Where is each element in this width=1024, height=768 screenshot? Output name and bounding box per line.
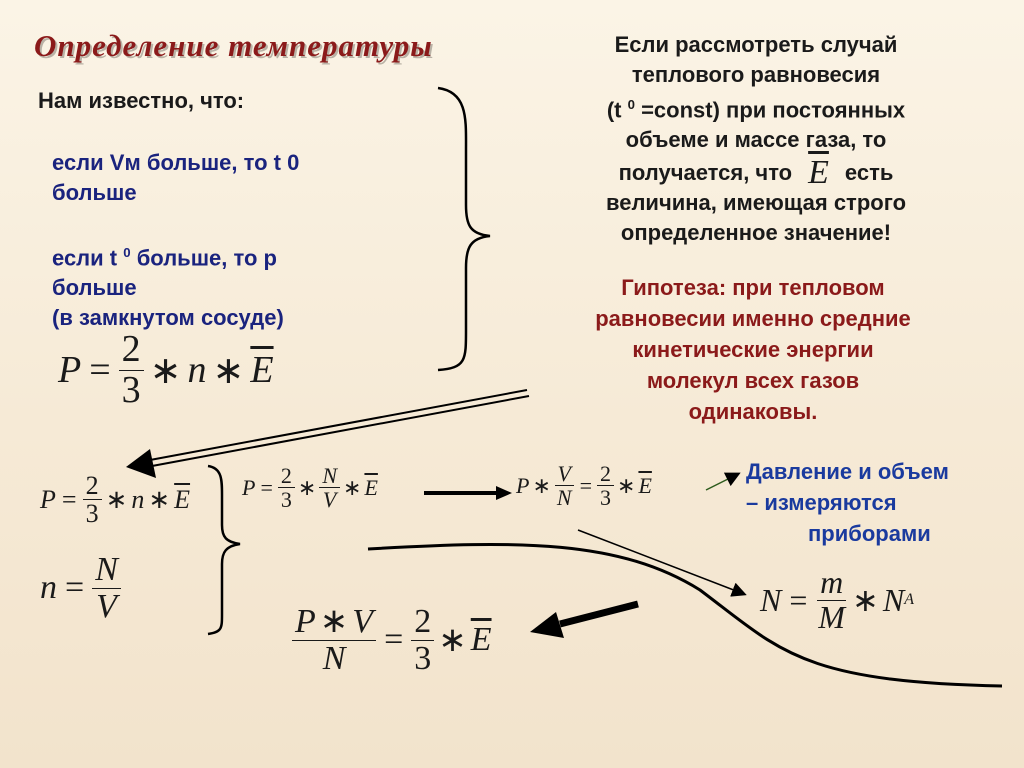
equals-sign: = xyxy=(384,621,404,659)
equilibrium-line3-suffix: =const) при постоянных xyxy=(641,97,906,123)
diagonal-arrow xyxy=(126,390,529,478)
symbol-n-total: N xyxy=(760,581,782,618)
multiply-sign: ∗ xyxy=(852,582,879,619)
symbol-mean-energy: $\overline{E}$ xyxy=(174,484,191,514)
thin-arrow xyxy=(578,530,744,594)
multiply-sign: ∗ xyxy=(438,622,467,660)
denominator: 3 xyxy=(121,368,141,411)
symbol-n: n xyxy=(40,569,57,607)
symbol-p: P xyxy=(295,603,316,640)
hypothesis-line5: одинаковы. xyxy=(688,399,818,424)
hypothesis-line3: кинетические энергии xyxy=(632,337,874,362)
denominator: V xyxy=(322,487,337,513)
denominator: 3 xyxy=(414,639,432,677)
multiply-sign: ∗ xyxy=(297,474,317,500)
symbol-p: P xyxy=(516,472,530,498)
multiply-sign: ∗ xyxy=(532,472,551,498)
equals-sign: = xyxy=(260,474,273,500)
denominator: V xyxy=(96,587,117,625)
numerator: m xyxy=(817,566,846,601)
rule-temperature-prefix: если t xyxy=(52,245,118,271)
equilibrium-line2: теплового равновесия xyxy=(631,62,881,87)
separator-curve xyxy=(368,544,1002,686)
multiply-sign: ∗ xyxy=(148,484,171,514)
symbol-p: P xyxy=(58,349,82,392)
symbol-p: P xyxy=(242,474,256,500)
equals-sign: = xyxy=(789,581,808,618)
symbol-mean-energy: $\overline{E}$ xyxy=(470,621,492,659)
symbol-mean-energy: $\overline{E}$ xyxy=(638,472,652,498)
degree-superscript: 0 xyxy=(627,97,635,112)
right-brace-small xyxy=(208,466,240,634)
numerator: 2 xyxy=(83,472,102,500)
hypothesis-line4: молекул всех газов xyxy=(646,368,860,393)
equilibrium-line1: Если рассмотреть случай xyxy=(614,32,898,57)
symbol-mean-energy: $\overline{E}$ xyxy=(364,474,378,500)
conclusion-line2: величина, имеющая строго xyxy=(605,190,907,215)
symbol-avogadro: N xyxy=(882,581,905,618)
denominator: N xyxy=(322,639,346,677)
numerator: 2 xyxy=(411,604,434,641)
note-line3: приборами xyxy=(808,521,931,546)
thick-arrow xyxy=(530,604,638,638)
symbol-p: P xyxy=(40,484,56,514)
equals-sign: = xyxy=(65,569,85,607)
rule-volume-line2: больше xyxy=(52,180,137,205)
equals-sign: = xyxy=(61,484,77,514)
hypothesis-line1: Гипотеза: при тепловом xyxy=(621,275,885,300)
multiply-sign: ∗ xyxy=(105,484,128,514)
symbol-mean-energy: $\overline{E}$ xyxy=(250,349,274,392)
intro-text: Нам известно, что: xyxy=(38,88,245,113)
note-pointer-arrow xyxy=(706,474,738,490)
conclusion-line3: определенное значение! xyxy=(620,220,892,245)
equals-sign: = xyxy=(89,349,111,392)
numerator: 2 xyxy=(597,462,614,486)
multiply-sign: ∗ xyxy=(319,603,349,640)
numerator: N xyxy=(92,552,121,589)
multiply-sign: ∗ xyxy=(617,472,636,498)
multiply-sign: ∗ xyxy=(343,474,362,500)
numerator: 2 xyxy=(278,464,295,488)
denominator: 3 xyxy=(600,485,611,511)
rule-volume-line1: если Vм больше, то t 0 xyxy=(52,150,300,175)
note-line1: Давление и объем xyxy=(746,459,949,484)
equilibrium-line4: объеме и массе газа, то xyxy=(625,127,887,153)
degree-superscript: 0 xyxy=(123,245,131,260)
multiply-sign: ∗ xyxy=(212,349,245,392)
numerator: 2 xyxy=(119,330,144,371)
page-title: Определение температуры xyxy=(34,28,433,63)
symbol-n: n xyxy=(131,484,145,514)
hypothesis-line2: равновесии именно средние xyxy=(595,306,911,331)
rule-temperature-line2: больше xyxy=(52,275,137,301)
denominator: 3 xyxy=(280,487,292,513)
equilibrium-line3-prefix: (t xyxy=(606,97,622,123)
conclusion-prefix: получается, что xyxy=(618,160,793,185)
horizontal-arrow xyxy=(424,486,512,500)
multiply-sign: ∗ xyxy=(149,349,182,392)
denominator: 3 xyxy=(85,499,99,529)
rule-temperature-line3: (в замкнутом сосуде) xyxy=(52,305,284,331)
avogadro-subscript: A xyxy=(904,591,914,609)
symbol-mean-energy: $\overline{E}$ xyxy=(808,154,829,191)
numerator: V xyxy=(555,462,574,486)
symbol-v: V xyxy=(352,603,374,640)
equals-sign: = xyxy=(579,472,592,498)
denominator: N xyxy=(556,485,572,511)
right-brace-large xyxy=(438,88,490,370)
rule-temperature-suffix: больше, то р xyxy=(136,245,277,271)
denominator: M xyxy=(818,598,846,635)
symbol-n: n xyxy=(187,349,207,392)
conclusion-suffix: есть xyxy=(844,160,894,185)
numerator: N xyxy=(319,464,340,488)
note-line2: – измеряются xyxy=(746,490,897,515)
